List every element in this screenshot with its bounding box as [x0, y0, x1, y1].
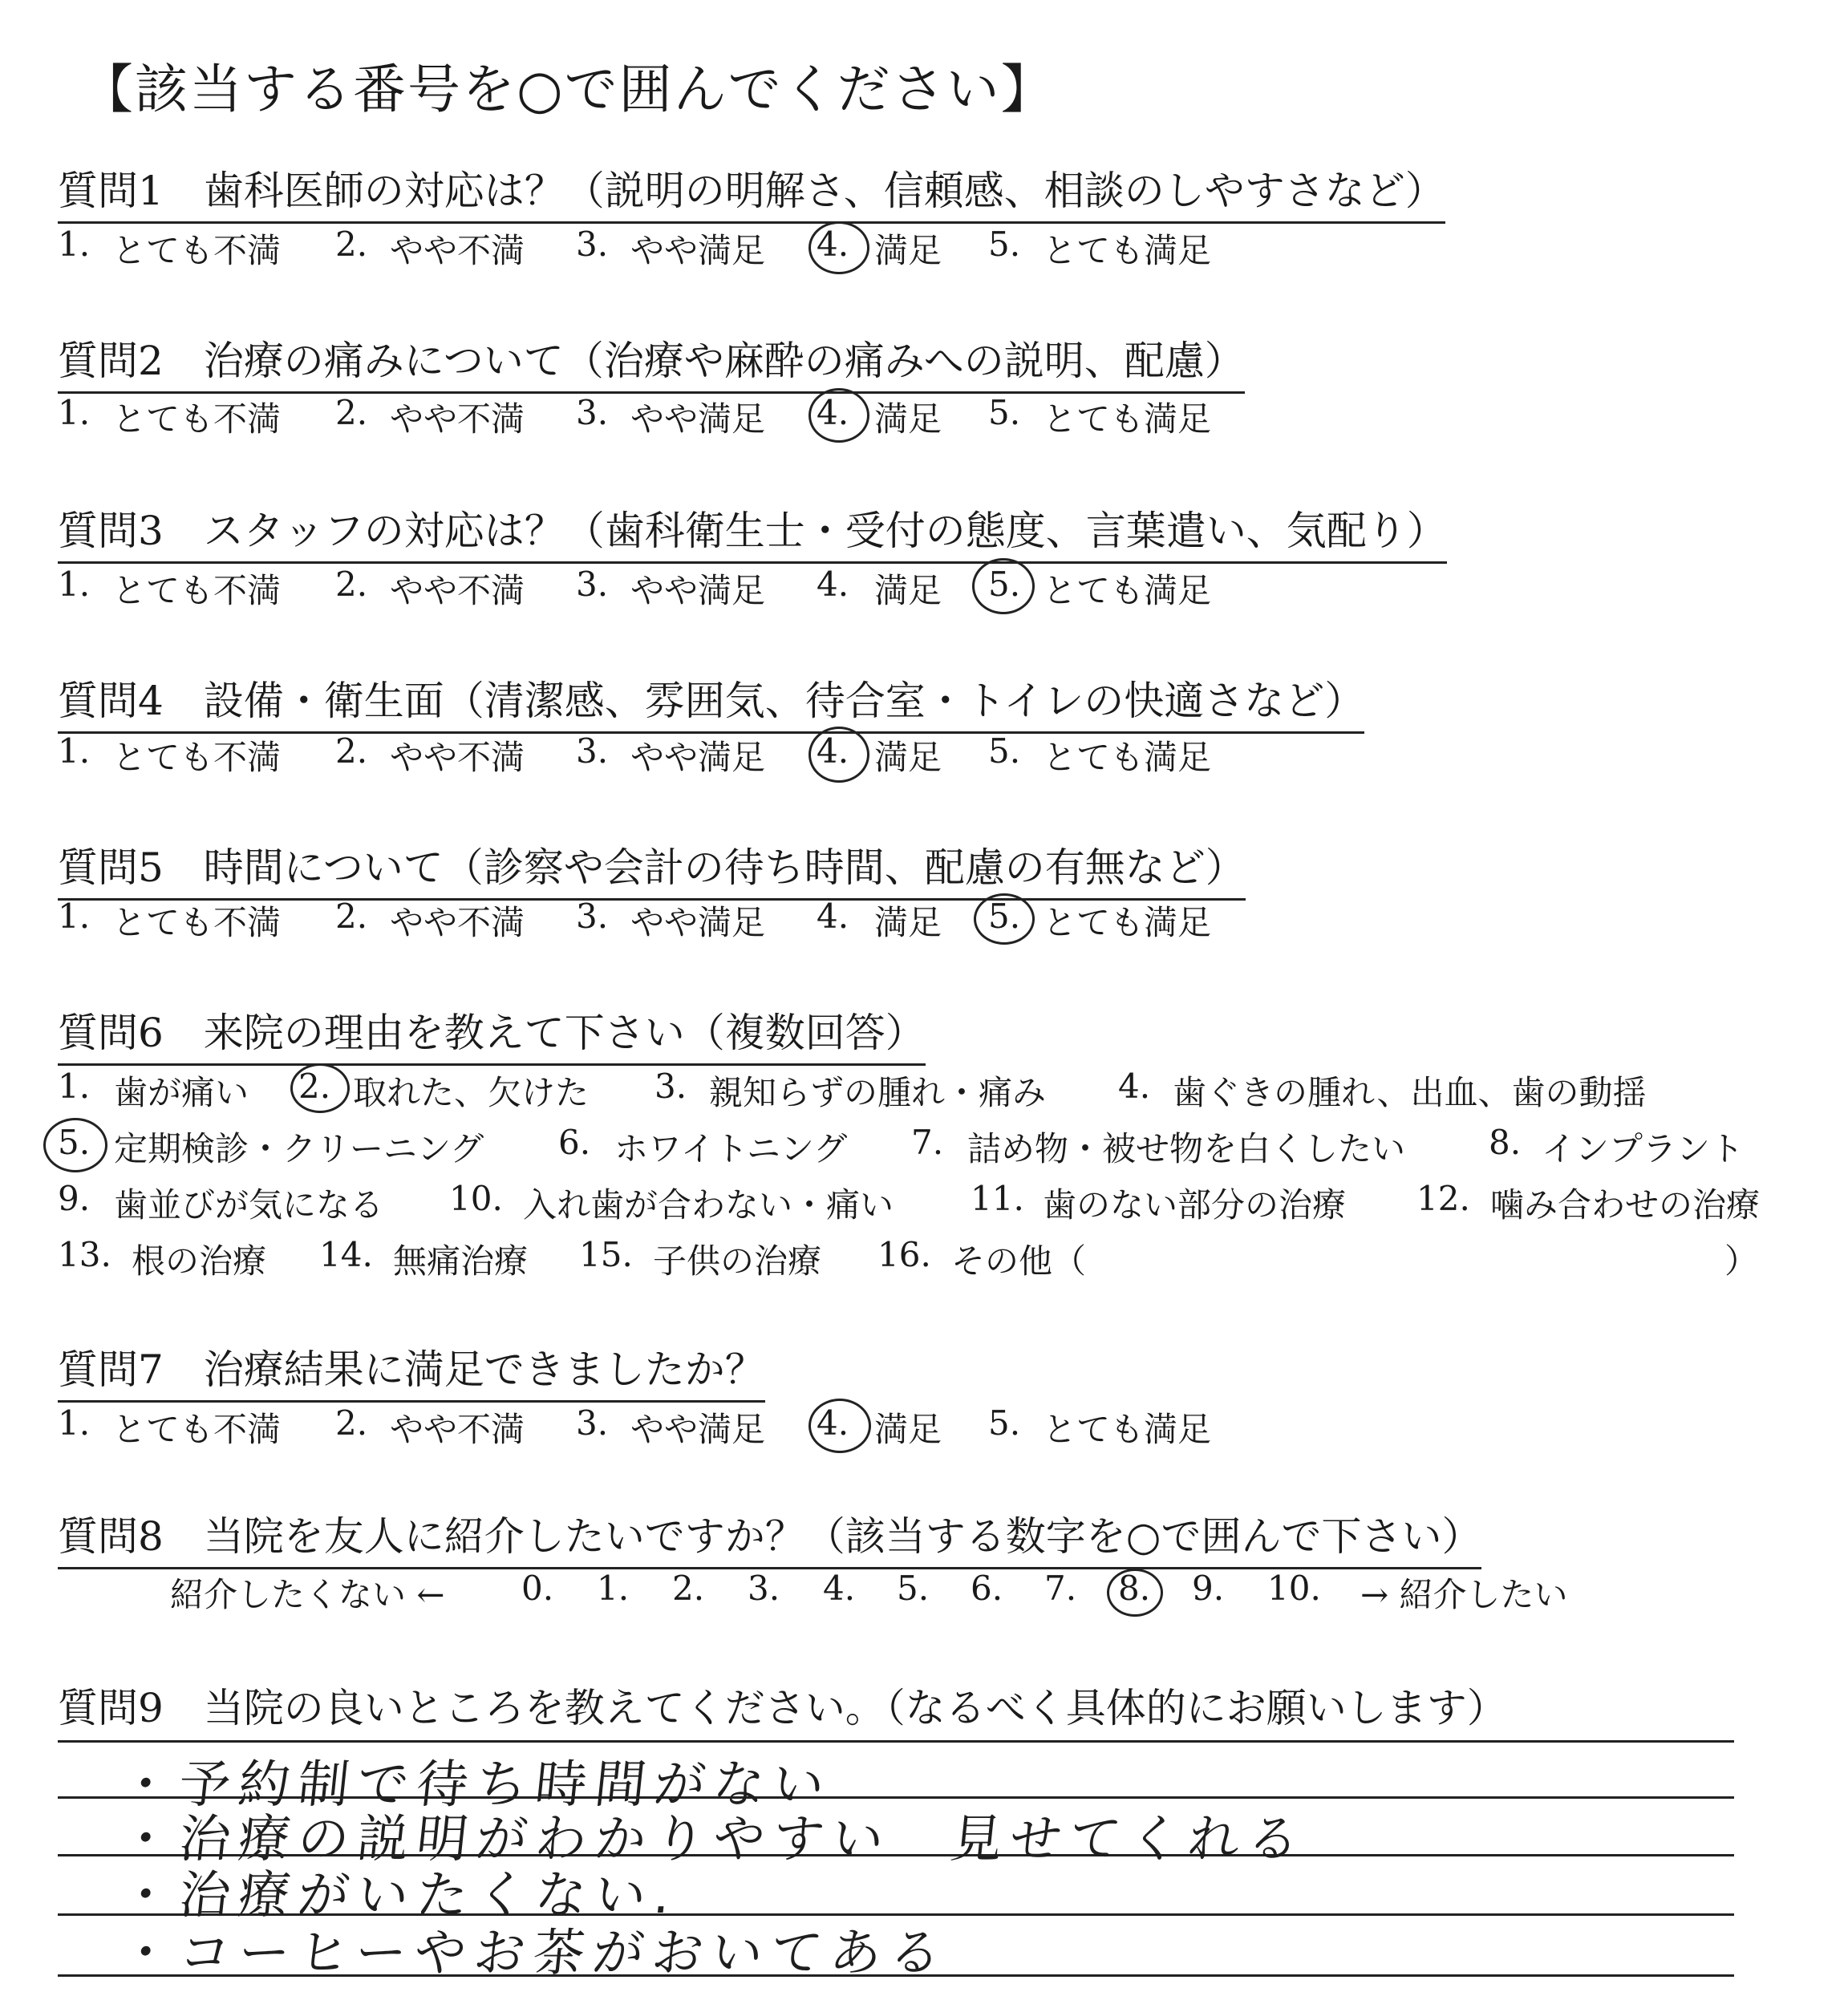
page-header: 【該当する番号を○で囲んでください】 [80, 59, 1056, 120]
option-number[interactable]: 2. [335, 225, 368, 264]
option-label: とても不満 [112, 1410, 282, 1449]
option-label: 満足 [874, 231, 942, 270]
question-5-title: 質問5 時間について（診察や会計の待ち時間、配慮の有無など） [58, 836, 1246, 901]
option-number[interactable]: 3. [576, 393, 609, 432]
selection-circle [808, 727, 869, 783]
option-number[interactable]: 9. [58, 1179, 91, 1218]
option-number[interactable]: 1. [58, 1067, 91, 1106]
option-number[interactable]: 3. [576, 1403, 609, 1443]
other-close-paren: ） [1724, 1241, 1759, 1281]
option-label: その他（ [951, 1241, 1087, 1281]
option-label: 入れ歯が合わない・痛い [523, 1185, 894, 1225]
option-label: 歯が痛い [114, 1073, 249, 1112]
option-label: とても満足 [1043, 399, 1212, 439]
option-label: 歯のない部分の治療 [1043, 1185, 1347, 1225]
selection-circle [972, 558, 1035, 614]
scale-value[interactable]: 10. [1267, 1569, 1321, 1608]
option-number[interactable]: 4. [817, 565, 849, 604]
option-number[interactable]: 5. [988, 225, 1021, 264]
option-number[interactable]: 11. [971, 1179, 1024, 1218]
option-label: やや不満 [390, 399, 525, 439]
option-number[interactable]: 3. [576, 897, 609, 936]
question-8-title: 質問8 当院を友人に紹介したいですか？（該当する数字を○で囲んで下さい） [58, 1504, 1481, 1569]
scale-value[interactable]: 4. [823, 1569, 856, 1608]
option-label: やや不満 [390, 231, 525, 270]
scale-value[interactable]: 2. [672, 1569, 705, 1608]
question-2-title: 質問2 治療の痛みについて（治療や麻酔の痛みへの説明、配慮） [58, 329, 1245, 394]
option-label: とても満足 [1043, 1410, 1212, 1449]
option-number[interactable]: 1. [58, 1403, 91, 1443]
question-7-title: 質問7 治療結果に満足できましたか？ [58, 1338, 765, 1403]
option-label: とても満足 [1043, 738, 1212, 777]
option-label: やや不満 [390, 571, 525, 610]
option-label: やや満足 [630, 231, 766, 270]
answer-line-2[interactable]: ・治療の説明がわかりやすい 見せてくれる [116, 1810, 1311, 1869]
selection-circle [290, 1063, 350, 1113]
option-number[interactable]: 12. [1416, 1179, 1470, 1218]
question-9-title: 質問9 当院の良いところを教えてください。（なるべく具体的にお願いします） [58, 1685, 1507, 1731]
scale-value[interactable]: 3. [748, 1569, 780, 1608]
option-number[interactable]: 3. [576, 565, 609, 604]
answer-line-3[interactable]: ・治療がいたくない. [116, 1866, 682, 1925]
option-label: とても満足 [1043, 903, 1212, 942]
scale-value[interactable]: 9. [1192, 1569, 1225, 1608]
option-number[interactable]: 7. [911, 1123, 944, 1162]
option-label: 噛み合わせの治療 [1490, 1185, 1761, 1225]
answer-line-1[interactable]: ・予約制で待ち時間がない [116, 1755, 836, 1815]
option-number[interactable]: 4. [1118, 1067, 1151, 1106]
option-number[interactable]: 5. [988, 731, 1021, 771]
option-label: 根の治療 [132, 1241, 267, 1281]
option-number-selected[interactable]: 4. [817, 225, 849, 264]
option-number[interactable]: 1. [58, 393, 91, 432]
option-label: とても不満 [112, 231, 282, 270]
option-number[interactable]: 3. [576, 225, 609, 264]
option-number-selected[interactable]: 4. [817, 393, 849, 432]
scale-left-label: 紹介したくない ← [170, 1575, 445, 1614]
option-number[interactable]: 8. [1489, 1123, 1522, 1162]
option-label: 満足 [874, 399, 942, 439]
option-label: やや不満 [390, 903, 525, 942]
option-label: やや満足 [630, 738, 766, 777]
option-number[interactable]: 1. [58, 225, 91, 264]
scale-value[interactable]: 5. [897, 1569, 930, 1608]
question-4-title: 質問4 設備・衛生面（清潔感、雰囲気、待合室・トイレの快適さなど） [58, 669, 1364, 734]
scale-right-label: → 紹介したい [1360, 1575, 1568, 1614]
option-label: 歯ぐきの腫れ、出血、歯の動揺 [1173, 1073, 1647, 1112]
option-number[interactable]: 15. [579, 1235, 633, 1274]
option-number[interactable]: 2. [335, 731, 368, 771]
option-label: やや満足 [630, 903, 766, 942]
option-number-selected[interactable]: 5. [988, 897, 1021, 936]
option-label: とても満足 [1043, 231, 1212, 270]
selection-circle [808, 1399, 871, 1453]
selection-circle [43, 1118, 107, 1172]
option-label: とても満足 [1043, 571, 1212, 610]
answer-rule [58, 1740, 1734, 1743]
option-label: やや不満 [390, 738, 525, 777]
option-label: やや満足 [630, 571, 766, 610]
option-label: 親知らずの腫れ・痛み [709, 1073, 1047, 1112]
option-label: とても不満 [112, 738, 282, 777]
option-label: とても不満 [112, 399, 282, 439]
option-number[interactable]: 2. [335, 565, 368, 604]
option-label: インプラント [1542, 1129, 1745, 1168]
selection-circle [1107, 1569, 1163, 1617]
option-number[interactable]: 4. [817, 897, 849, 936]
option-label: 定期検診・クリーニング [114, 1129, 484, 1168]
option-label: 満足 [874, 903, 942, 942]
selection-circle [808, 388, 869, 443]
option-label: 取れた、欠けた [353, 1073, 590, 1112]
scale-value[interactable]: 0. [521, 1569, 554, 1608]
option-label: 満足 [874, 1410, 942, 1449]
option-number[interactable]: 2. [335, 897, 368, 936]
option-number[interactable]: 3. [576, 731, 609, 771]
option-number[interactable]: 14. [319, 1235, 373, 1274]
answer-line-4[interactable]: ・コーヒーやお茶がおいてある [116, 1924, 952, 1983]
option-label: やや不満 [390, 1410, 525, 1449]
scale-value[interactable]: 1. [597, 1569, 630, 1608]
option-number[interactable]: 5. [988, 1403, 1021, 1443]
option-label: 満足 [874, 571, 942, 610]
option-number[interactable]: 1. [58, 731, 91, 771]
selection-circle [974, 893, 1035, 945]
option-label: とても不満 [112, 571, 282, 610]
option-label: 満足 [874, 738, 942, 777]
option-label: やや満足 [630, 1410, 766, 1449]
option-label: やや満足 [630, 399, 766, 439]
scale-value-selected[interactable]: 8. [1118, 1569, 1151, 1608]
option-number[interactable]: 16. [877, 1235, 931, 1274]
option-number-selected[interactable]: 4. [817, 731, 849, 771]
question-3-title: 質問3 スタッフの対応は？（歯科衛生士・受付の態度、言葉遣い、気配り） [58, 499, 1447, 564]
option-number[interactable]: 6. [558, 1123, 591, 1162]
option-number[interactable]: 1. [58, 897, 91, 936]
scale-value[interactable]: 7. [1044, 1569, 1077, 1608]
question-6-title: 質問6 来院の理由を教えて下さい（複数回答） [58, 1001, 926, 1066]
option-label: とても不満 [112, 903, 282, 942]
question-1-title: 質問1 歯科医師の対応は？（説明の明解さ、信頼感、相談のしやすさなど） [58, 159, 1445, 224]
option-number-selected[interactable]: 2. [298, 1067, 331, 1106]
option-number[interactable]: 13. [58, 1235, 111, 1274]
option-label: ホワイトニング [614, 1129, 848, 1168]
option-number[interactable]: 10. [449, 1179, 503, 1218]
option-number[interactable]: 1. [58, 565, 91, 604]
option-number[interactable]: 3. [654, 1067, 687, 1106]
option-label: 無痛治療 [393, 1241, 529, 1281]
option-number[interactable]: 5. [988, 393, 1021, 432]
option-label: 子供の治療 [653, 1241, 822, 1281]
option-number-selected[interactable]: 5. [58, 1123, 91, 1162]
option-label: 歯並びが気になる [114, 1185, 384, 1225]
option-number-selected[interactable]: 5. [988, 565, 1021, 604]
option-label: 詰め物・被せ物を白くしたい [967, 1129, 1406, 1168]
option-number[interactable]: 2. [335, 393, 368, 432]
scale-value[interactable]: 6. [971, 1569, 1003, 1608]
option-number[interactable]: 2. [335, 1403, 368, 1443]
selection-circle [808, 221, 869, 274]
option-number-selected[interactable]: 4. [817, 1403, 849, 1443]
